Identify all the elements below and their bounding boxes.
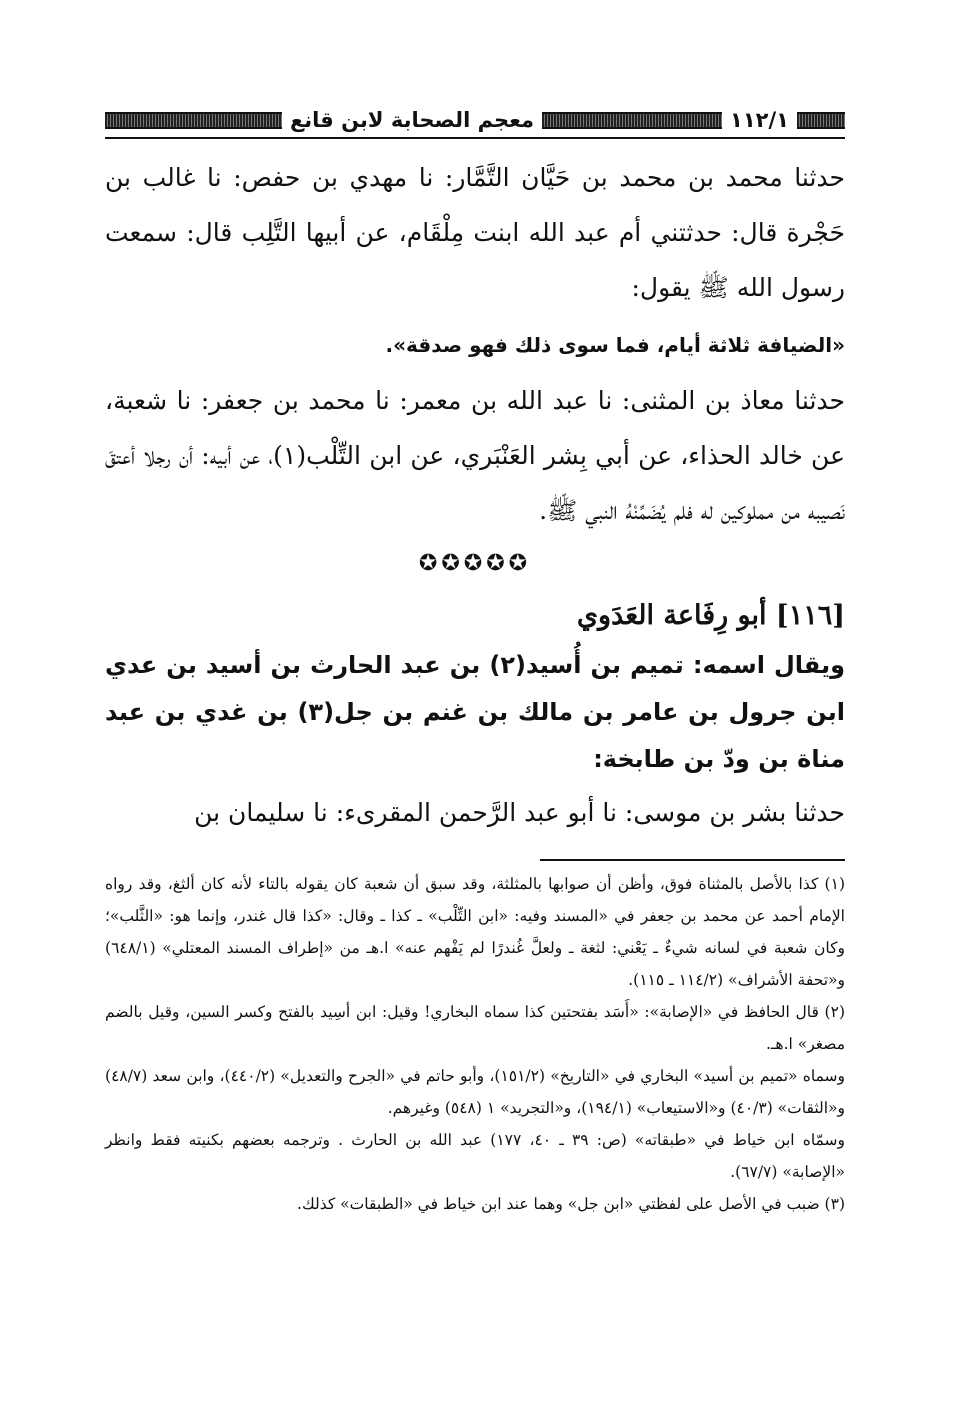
book-title: معجم الصحابة لابن قانع (289, 108, 535, 132)
hadith-paragraph-1: حدثنا محمد بن محمد بن حَيَّان التَّمَّار: نا مهدي بن حفص: نا غالب بن حَجْرة قال: حدثتني أم عبد الله ابنت مِلْقَام، عن أبيها التَّلِب قال: سمعت رسول الله ﷺ يقول: (105, 163, 845, 302)
hadith-paragraph-3: حدثنا بشر بن موسى: نا أبو عبد الرَّحمن المقرىء: نا سليمان بن (194, 798, 845, 827)
footnote-rule (540, 859, 845, 861)
entry-biography: ويقال اسمه: تميم بن أُسيد(٢) بن عبد الحارث بن أسيد بن عدي ابن جرول بن عامر بن مالك بن غنم بن جل(٣) بن غدي بن عبد مناة بن ودّ بن طابخة: (105, 651, 845, 773)
footnote-1: (١) كذا بالأصل بالمثناة فوق، وأظن أن صوابها بالمثلثة، وقد سبق أن شعبة كان يقوله بالتاء لأنه كان ألثغ، وقد رواه الإمام أحمد عن محمد بن جعفر في «المسند وفيه: «ابن التِّلْب» ـ كذا ـ وقال: «كذا قال غندر، وإنما هو: «الثَّلب»؛ وكان شعبة في لسانه شيءٌ ـ يَعْني: لثغة ـ ولعلَّ غُندرًا لم يَفْهم عنه» ا.هـ من «إطراف المسند المعتلي» (٦٤٨/١) و«تحفة الأشراف» (١١٤/٢ ـ ١١٥). (105, 875, 845, 989)
section-separator: ✪✪✪✪✪ (418, 551, 532, 576)
footnote-2-continued: وسماه «تميم بن أسيد» البخاري في «التاريخ» (١٥١/٢)، وأبو حاتم في «الجرح والتعديل» (٤٤٠/٢)، وابن سعد (٤٨/٧) و«الثقات» (٤٠/٣) و«الاستيعاب» (١٩٤/١)، و«التجريد» ١ (٥٤٨) وغيرهم. (105, 1067, 846, 1117)
footnote-2: (٢) قال الحافظ في «الإصابة»: «أَسَد بفتحتين كذا سماه البخاري! وقيل: ابن أسِيد بالفتح وكسر السين، وقيل بالضم مصغر» ا.هـ. (105, 1003, 845, 1053)
header-rule (105, 137, 845, 139)
header-ornament-middle (542, 112, 722, 129)
entry-title: [١١٦] أبو رِفَاعة العَدَوي (576, 600, 845, 631)
hadith-quote: «الضيافة ثلاثة أيام، فما سوى ذلك فهو صدقة». (385, 333, 845, 357)
footnote-2-continued-b: وسمّاه ابن خياط في «طبقاته» (ص: ٣٩ ـ ٤٠، ١٧٧) عبد الله بن الحارث . وترجمه بعضهم بكنيته فقط وانظر «الإصابة» (٦٧/٧). (105, 1131, 845, 1181)
footnote-3: (٣) ضبب في الأصل على لفظتي «ابن جل» وهما عند ابن خياط في «الطبقات» كذلك. (297, 1195, 845, 1213)
header-ornament-right (797, 112, 845, 129)
main-text (105, 150, 845, 841)
footnotes (105, 868, 845, 1220)
hadith-paragraph-2: حدثنا معاذ بن المثنى: نا عبد الله بن معمر: نا محمد بن جعفر: نا شعبة، عن خالد الحذاء، عن أبي بِشر العَنْبَري، عن ابن التِّلْب(١)، عن أبيه: أن رجلا أعتقَ نَصيبه من مملوكين له فلم يُضَمِّنْهُ النبي ﷺ. (105, 386, 845, 525)
header-ornament-left (105, 112, 282, 129)
page-number: ١١٢/١ (730, 108, 789, 132)
page-header (105, 104, 845, 136)
